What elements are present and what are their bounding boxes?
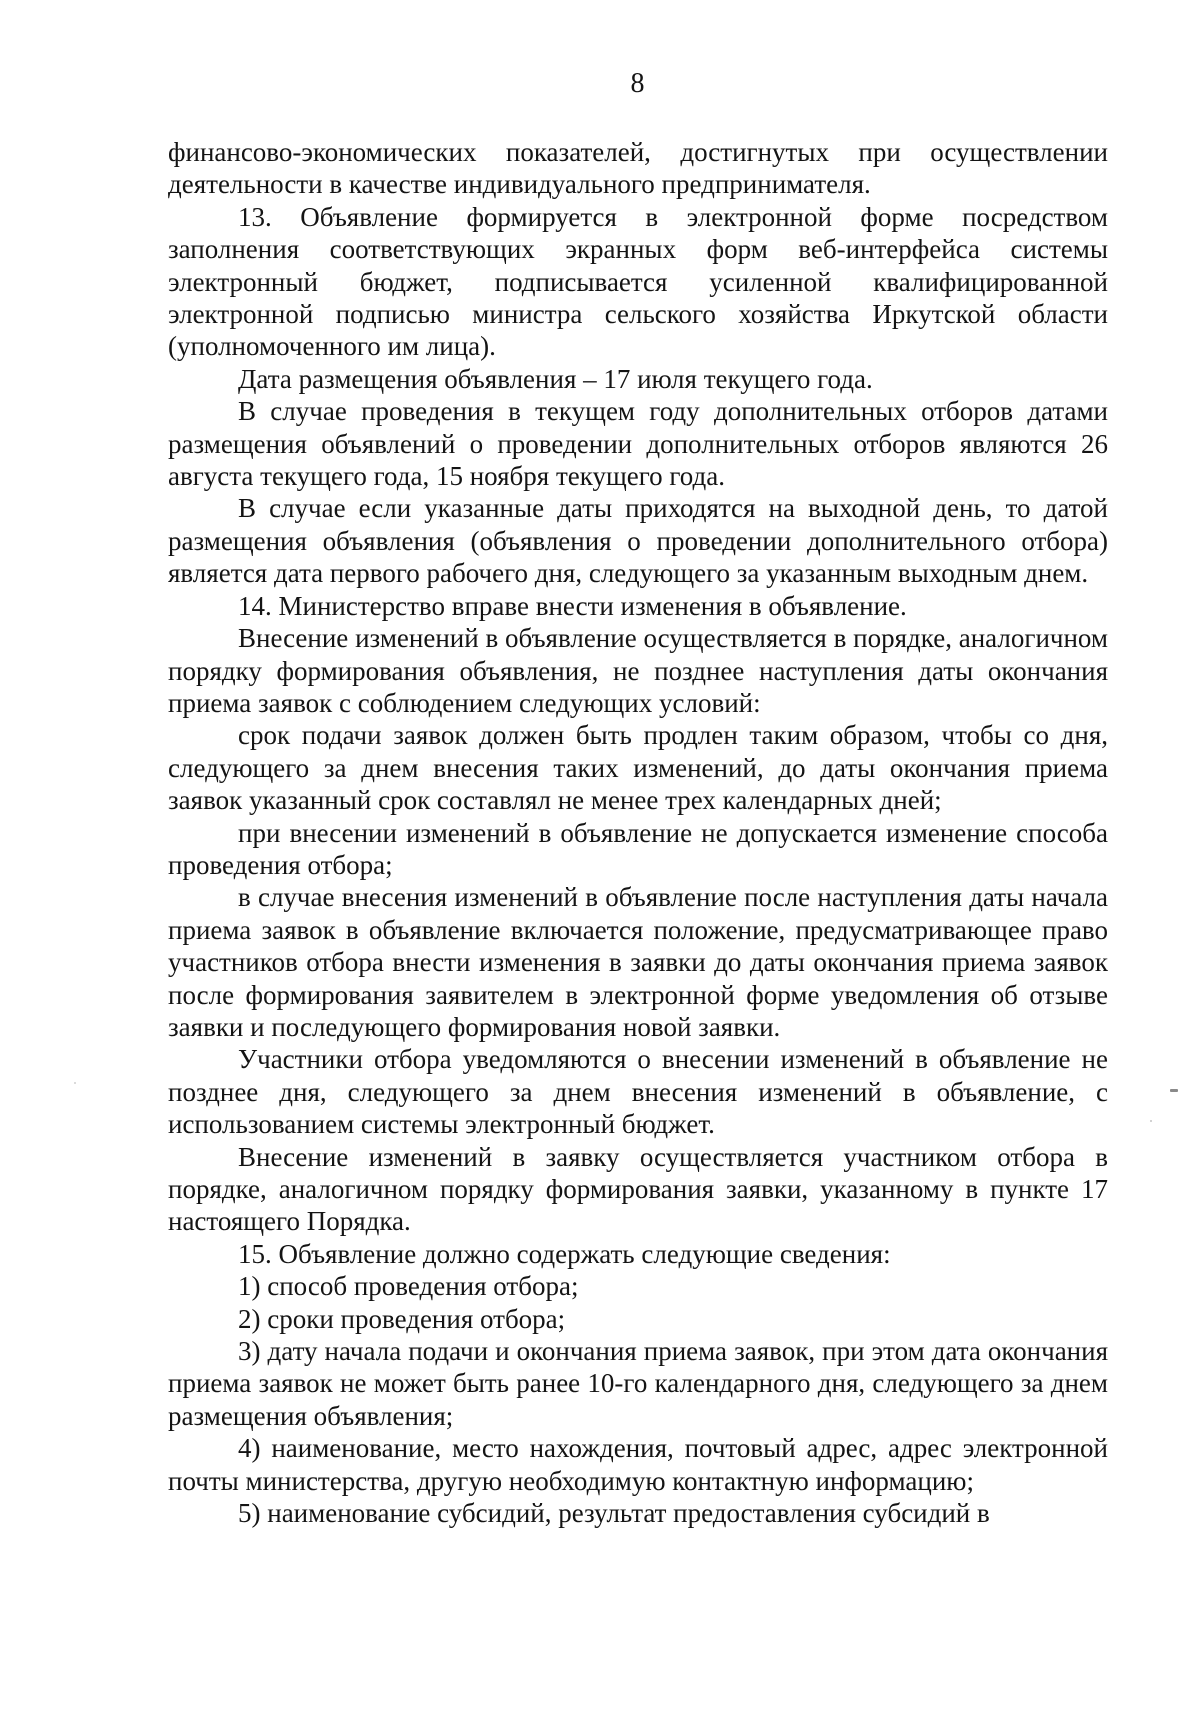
scan-mark [1150,1120,1152,1122]
paragraph-weekend-rule: В случае если указанные даты приходятся на выходной день, то датой размещения объявления (объявления о проведении дополнительного отбора) является дата первого рабочего дня, следующего за указанным выходным днем. [168,493,1108,589]
paragraph-condition-deadline: срок подачи заявок должен быть продлен таким образом, чтобы со дня, следующего за днем внесения таких изменений, до даты окончания приема заявок указанный срок составлял не менее трех календарных дней; [168,720,1108,816]
scan-mark [1170,1089,1178,1092]
paragraph-application-changes: Внесение изменений в заявку осуществляется участником отбора в порядке, аналогичном порядку формирования заявки, указанному в пункте 17 настоящего Порядка. [168,1141,1108,1237]
paragraph-condition-new-application: в случае внесения изменений в объявление после наступления даты начала приема заявок в объявление включается положение, предусматривающее право участников отбора внести изменения в заявки до даты окончания приема заявок после формирования заявителем в электронной форме уведомления об отзыве заявки и последующего формирования новой заявки. [168,882,1108,1042]
scan-mark [74,1082,76,1084]
list-item-3: 3) дату начала подачи и окончания приема заявок, при этом дата окончания приема заявок не может быть ранее 10-го календарного дня, следующего за днем размещения объявления; [168,1336,1108,1431]
paragraph-item-13: 13. Объявление формируется в электронной форме посредством заполнения соответствующих экранных форм веб-интерфейса системы электронный бюджет, подписывается усиленной квалифицированной электронной подписью министра сельского хозяйства Иркутской области (уполномоченного им лица). [168,201,1108,362]
page-number: 8 [630,68,645,99]
paragraph-item-15: 15. Объявление должно содержать следующие сведения: [238,1238,891,1269]
list-item-2: 2) сроки проведения отбора; [238,1303,566,1334]
paragraph-additional-selections: В случае проведения в текущем году дополнительных отборов датами размещения объявлений о проведении дополнительных отборов являются 26 августа текущего года, 15 ноября текущего года. [168,396,1108,492]
document-body [168,136,1108,1529]
paragraph-changes-procedure: Внесение изменений в объявление осуществляется в порядке, аналогичном порядку формирования объявления, не позднее наступления даты окончания приема заявок с соблюдением следующих условий: [168,623,1108,718]
paragraph-continuation: финансово-экономических показателей, достигнутых при осуществлении деятельности в качестве индивидуального предпринимателя. [168,137,1108,200]
list-item-4: 4) наименование, место нахождения, почтовый адрес, адрес электронной почты министерства, другую необходимую контактную информацию; [168,1433,1108,1496]
paragraph-publication-date: Дата размещения объявления – 17 июля текущего года. [238,363,873,394]
list-item-1: 1) способ проведения отбора; [238,1271,579,1302]
list-item-5: 5) наименование субсидий, результат предоставления субсидий в [238,1498,990,1529]
paragraph-participants-notice: Участники отбора уведомляются о внесении изменений в объявление не позднее дня, следующего за днем внесения изменений в объявление, с использованием системы электронный бюджет. [168,1044,1108,1140]
paragraph-condition-method: при внесении изменений в объявление не допускается изменение способа проведения отбора; [168,817,1108,880]
paragraph-item-14: 14. Министерство вправе внести изменения в объявление. [238,590,907,621]
